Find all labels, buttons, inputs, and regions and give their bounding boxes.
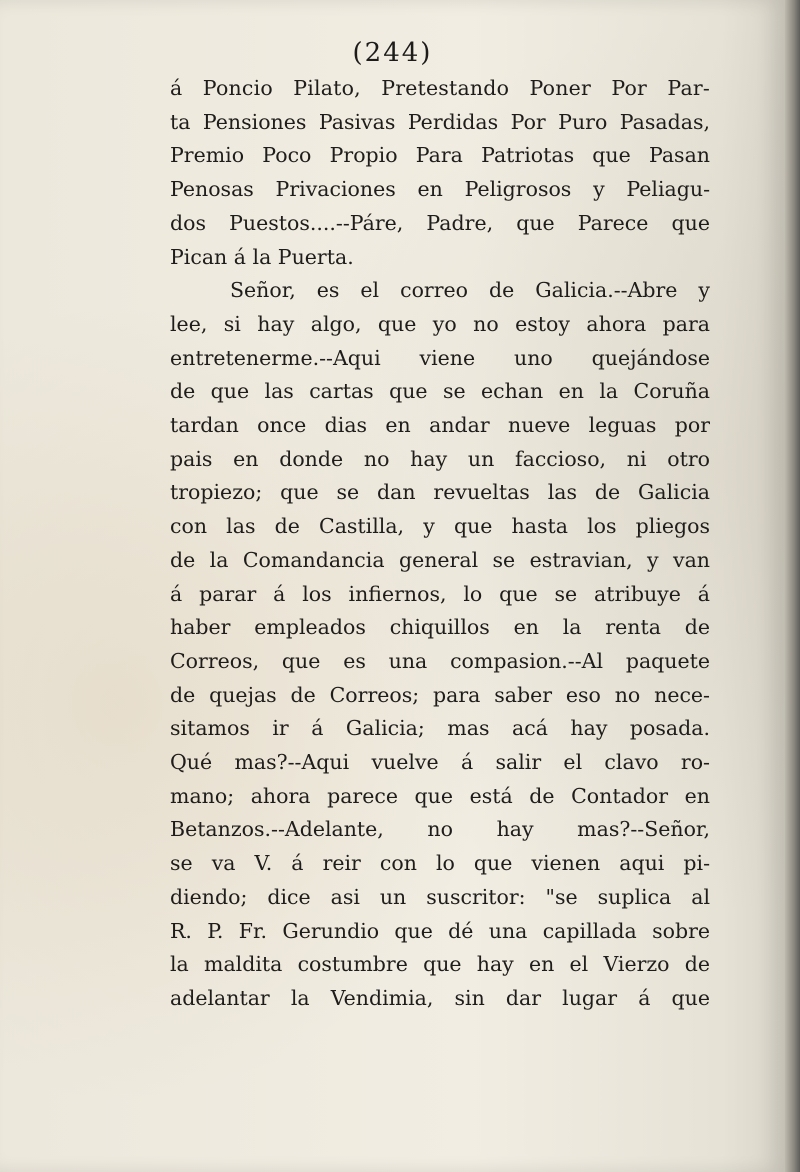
text-line: de la Comandancia general se estravian, y van [170,547,710,572]
text-line: lee, si hay algo, que yo no estoy ahora para [170,311,710,336]
text-line: dos Puestos....--Páre, Padre, que Parece que [170,210,710,235]
text-line: Premio Poco Propio Para Patriotas que Pasan [170,143,710,168]
text-line: Pican á la Puerta. [170,244,354,269]
page-edge [785,0,800,1172]
body-text [170,72,710,1016]
text-line: diendo; dice asi un suscritor: "se suplica al [170,884,710,909]
text-line: Señor, es el correo de Galicia.--Abre y [230,278,710,303]
page-number: (244) [352,38,433,68]
text-line: la maldita costumbre que hay en el Vierzo de [170,952,710,977]
text-line: sitamos ir á Galicia; mas acá hay posada. [170,716,710,741]
text-line: Penosas Privaciones en Peligrosos y Peliagu- [170,177,710,202]
text-line: tropiezo; que se dan revueltas las de Galicia [170,480,710,505]
text-line: de que las cartas que se echan en la Coruña [170,379,710,404]
text-line: entretenerme.--Aqui viene uno quejándose [170,345,710,370]
text-line: Correos, que es una compasion.--Al paquete [170,648,710,673]
text-line: adelantar la Vendimia, sin dar lugar á que [170,985,710,1010]
text-line: R. P. Fr. Gerundio que dé una capillada sobre [170,918,710,943]
text-line: pais en donde no hay un faccioso, ni otro [170,446,710,471]
text-line: tardan once dias en andar nueve leguas por [170,413,710,438]
text-line: se va V. á reir con lo que vienen aqui pi- [170,851,710,876]
text-line: mano; ahora parece que está de Contador en [170,783,710,808]
text-line: Qué mas?--Aqui vuelve á salir el clavo ro- [170,750,710,775]
text-line: de quejas de Correos; para saber eso no nece- [170,682,710,707]
text-line: ta Pensiones Pasivas Perdidas Por Puro Pasadas, [170,109,710,134]
text-line: con las de Castilla, y que hasta los pliegos [170,514,710,539]
text-line: á Poncio Pilato, Pretestando Poner Por Par- [170,76,710,100]
text-line: á parar á los infiernos, lo que se atribuye á [170,581,710,606]
text-line: haber empleados chiquillos en la renta de [170,615,710,640]
text-line: Betanzos.--Adelante, no hay mas?--Señor, [170,817,710,842]
